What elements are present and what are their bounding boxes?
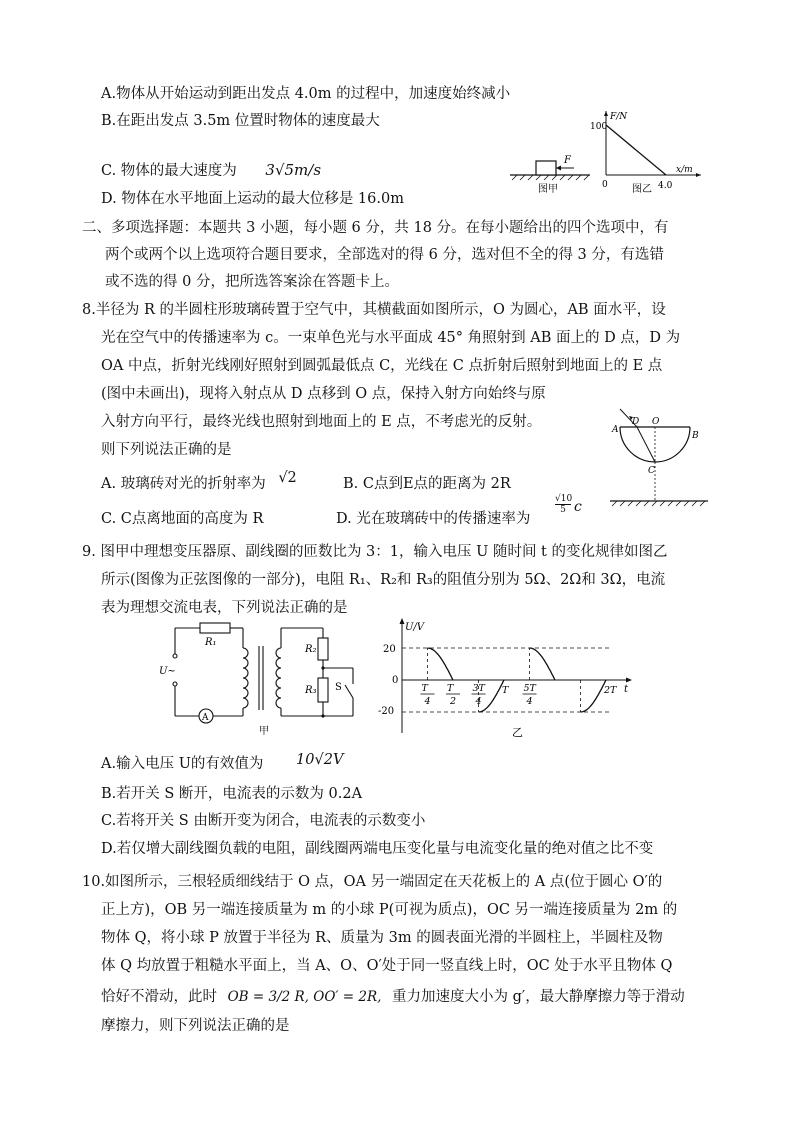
graph-caption: 乙	[512, 726, 523, 739]
q10-line4: 体 Q 均放置于粗糙水平面上，当 A、O、O′处于同一竖直线上时，OC 处于水平且物体 Q	[101, 958, 673, 974]
primary-coil	[243, 648, 248, 708]
q9-option-a-text: A.输入电压 U的有效值为	[101, 756, 264, 772]
origin-label: 0	[602, 180, 608, 190]
section2-line1: 二、多项选择题：本题共 3 小题，每小题 6 分，共 18 分。在每小题给出的四个选项中，有	[82, 220, 669, 236]
q8-option-d-c: c	[574, 499, 582, 515]
origin-label: 0	[392, 675, 399, 686]
y-axis-label: U/V	[405, 622, 425, 633]
force-line	[606, 125, 666, 175]
q7-option-a: A.物体从开始运动到距出发点 4.0m 的过程中，加速度始终减小	[101, 86, 511, 102]
q8-option-a	[101, 470, 297, 494]
fraction-numerator: √10	[555, 494, 573, 504]
q10-line5-math: OB = 3/2 R, OO′ = 2R,	[227, 989, 382, 1005]
tick-label-6: 2T	[604, 685, 617, 696]
q10-line3: 物体 Q，将小球 P 放置于半径为 R、质量为 3m 的圆表面光滑的半圆柱上，半圆柱及物	[101, 930, 663, 946]
label-s: S	[335, 682, 342, 693]
x-axis-label: x/m	[676, 165, 693, 175]
label-r2: R₂	[305, 644, 317, 655]
y-axis-label: F/N	[610, 112, 628, 122]
resistor-r2	[318, 638, 328, 660]
y-tick-neg20: -20	[378, 706, 395, 717]
x-tick-4: 4.0	[658, 181, 673, 191]
q8-line4: (图中未画出)，现将入射点从 D 点移到 O 点，保持入射方向始终与原	[101, 386, 546, 402]
tick-label-2: T	[447, 683, 454, 694]
section2-line3: 或不选的得 0 分，把所选答案涂在答题卡上。	[105, 274, 399, 290]
switch-s	[345, 685, 353, 698]
label-O: O	[652, 417, 660, 427]
q10-line2: 正上方)，OB 另一端连接质量为 m 的小球 P(可视为质点)，OC 另一端连接质量为 2m 的	[101, 902, 678, 918]
q8-option-a-text: A. 玻璃砖对光的折射率为	[101, 476, 266, 492]
label-r3: R₃	[305, 685, 317, 696]
q8-option-b: B. C点到E点的距离为 2R	[343, 476, 511, 492]
circuit-caption: 甲	[259, 726, 269, 737]
label-C: C	[648, 466, 655, 476]
q10-line5-text-b: 重力加速度大小为 g′，最大静摩擦力等于滑动	[392, 989, 685, 1005]
label-u: U~	[159, 666, 176, 677]
resistor-r1	[200, 623, 230, 633]
q9-option-d: D.若仅增大副线圈负载的电阻，副线圈两端电压变化量与电流变化量的绝对值之比不变	[101, 841, 654, 857]
q9-option-b: B.若开关 S 断开，电流表的示数为 0.2A	[101, 786, 363, 802]
label-r1: R₁	[205, 637, 217, 648]
q10-line5-text-a: 恰好不滑动，此时	[101, 989, 217, 1005]
q8-line1: 8.半径为 R 的半圆柱形玻璃砖置于空气中，其横截面如图所示，O 为圆心，AB 面水平，设	[82, 302, 666, 318]
q8-option-a-math: √2	[278, 470, 297, 486]
q8-option-d-text: D. 光在玻璃砖中的传播速率为	[336, 511, 531, 527]
secondary-coil	[276, 648, 281, 708]
force-arrow-icon	[556, 166, 561, 171]
label-D: D	[632, 417, 640, 427]
resistor-r3	[318, 678, 328, 702]
u-segment-4	[581, 680, 607, 712]
q7-option-c	[101, 160, 321, 181]
q7-option-d: D. 物体在水平地面上运动的最大位移是 16.0m	[101, 191, 404, 207]
tick-label-4: T	[502, 685, 509, 696]
fig-a-caption: 图甲	[538, 184, 558, 195]
q8-line3: OA 中点，折射光线刚好照射到圆弧最低点 C，光线在 C 点折射后照射到地面上的 E 点	[101, 358, 663, 374]
q8-line6: 则下列说法正确的是	[101, 442, 232, 458]
q9-option-a	[101, 754, 343, 774]
q9-option-c: C.若将开关 S 由断开变为闭合，电流表的示数变小	[101, 813, 426, 829]
tick-denominator-1: 4	[424, 696, 431, 707]
fig-b-caption: 图乙	[632, 184, 652, 195]
y-tick-100: 100	[590, 122, 608, 132]
tick-denominator-2: 2	[450, 696, 457, 707]
tick-denominator-5: 4	[526, 696, 533, 707]
q8-option-d	[336, 509, 530, 529]
q10-line1: 10.如图所示，三根轻质细线结于 O 点，OA 另一端固定在天花板上的 A 点(位于圆心 O′的	[82, 874, 663, 890]
tick-label-1: T	[421, 683, 428, 694]
block	[536, 161, 556, 175]
q8-figure	[604, 405, 712, 515]
ammeter-label: A	[202, 713, 209, 723]
y-tick-20: 20	[383, 644, 396, 655]
q9-line2: 所示(图像为正弦图像的一部分)，电阻 R₁、R₂和 R₃的阻值分别为 5Ω、2Ω和 3Ω，电流	[101, 572, 666, 588]
label-B: B	[692, 431, 699, 441]
refracted-ray	[637, 427, 655, 462]
tick-label-5: 5T	[523, 683, 536, 694]
q9-circuit	[155, 618, 370, 740]
tick-denominator-3: 4	[475, 696, 482, 707]
t-ticks	[421, 683, 618, 707]
q10-line6: 摩擦力，则下列说法正确的是	[101, 1018, 290, 1034]
q8-line2: 光在空气中的传播速率为 c。一束单色光与水平面成 45° 角照射到 AB 面上的 D 点，D 为	[101, 330, 681, 346]
q9-option-a-math: 10√2V	[296, 752, 344, 768]
q7-option-b: B.在距出发点 3.5m 位置时物体的速度最大	[101, 113, 380, 129]
q7-option-c-text: C. 物体的最大速度为	[101, 163, 237, 179]
q10-line5	[101, 987, 685, 1007]
q9-line1: 9. 图甲中理想变压器原、副线圈的匝数比为 3：1，输入电压 U 随时间 t 的变化规律如图乙	[82, 544, 668, 560]
tick-label-3: 3T	[472, 683, 485, 694]
q7-option-c-math: 3√5m/s	[265, 161, 322, 179]
q7-figure	[506, 108, 706, 196]
q9-graph	[372, 615, 637, 740]
t-axis-label: t	[624, 684, 629, 695]
fraction-denominator: 5	[560, 505, 566, 515]
force-label: F	[564, 155, 571, 166]
label-A: A	[612, 425, 619, 435]
u-segment-1	[428, 648, 454, 680]
q9-line3: 表为理想交流电表，下列说法正确的是	[101, 600, 348, 616]
q8-line5: 入射方向平行，最终光线也照射到地面上的 E 点，不考虑光的反射。	[101, 414, 542, 430]
section2-line2: 两个或两个以上选项符合题目要求，全部选对的得 6 分，选对但不全的得 3 分，有选错	[105, 247, 664, 263]
u-segment-3	[530, 648, 556, 680]
q8-option-c: C. C点离地面的高度为 R	[101, 511, 264, 527]
